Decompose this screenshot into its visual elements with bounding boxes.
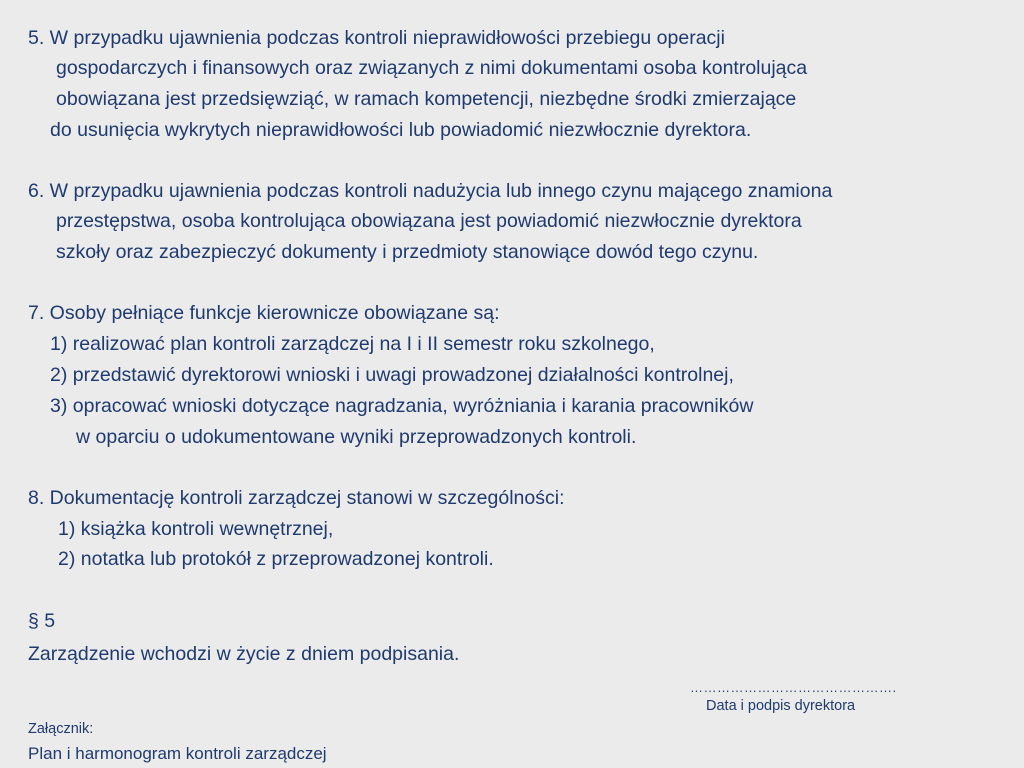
section-8-heading: 8. Dokumentację kontroli zarządczej stanowi w szczególności: xyxy=(28,487,565,509)
section-7-heading: 7. Osoby pełniące funkcje kierownicze obowiązane są: xyxy=(28,302,500,324)
section-8-item-2: 2) notatka lub protokół z przeprowadzonej kontroli. xyxy=(58,548,494,570)
signature-label: Data i podpis dyrektora xyxy=(706,698,856,714)
section-6-line-2: przestępstwa, osoba kontrolująca obowiązana jest powiadomić niezwłocznie dyrektora xyxy=(56,210,802,232)
section-5-line-1: 5. W przypadku ujawnienia podczas kontroli nieprawidłowości przebiegu operacji xyxy=(28,27,725,49)
section-8-item-1: 1) książka kontroli wewnętrznej, xyxy=(58,518,334,540)
attachment-title: Plan i harmonogram kontroli zarządczej xyxy=(28,744,327,763)
attachment-label: Załącznik: xyxy=(28,721,94,737)
section-7-item-3: 3) opracować wnioski dotyczące nagradzania, wyróżniania i karania pracowników xyxy=(50,395,754,417)
section-5-line-3: obowiązana jest przedsięwziąć, w ramach kompetencji, niezbędne środki zmierzające xyxy=(56,88,797,110)
signature-line: ………………………………………. xyxy=(690,680,897,695)
effective-date-statement: Zarządzenie wchodzi w życie z dniem podpisania. xyxy=(28,643,460,665)
section-6-line-3: szkoły oraz zabezpieczyć dokumenty i przedmioty stanowiące dowód tego czynu. xyxy=(56,241,759,263)
section-6-line-1: 6. W przypadku ujawnienia podczas kontroli nadużycia lub innego czynu mającego znamiona xyxy=(28,180,833,202)
section-7-item-1: 1) realizować plan kontroli zarządczej na I i II semestr roku szkolnego, xyxy=(50,333,655,355)
section-5-line-2: gospodarczych i finansowych oraz związanych z nimi dokumentami osoba kontrolująca xyxy=(56,57,808,79)
section-7-item-2: 2) przedstawić dyrektorowi wnioski i uwagi prowadzonej działalności kontrolnej, xyxy=(50,364,734,386)
paragraph-symbol: § 5 xyxy=(28,610,56,632)
section-5-line-4: do usunięcia wykrytych nieprawidłowości lub powiadomić niezwłocznie dyrektora. xyxy=(50,119,752,141)
section-7-item-3-continued: w oparciu o udokumentowane wyniki przeprowadzonych kontroli. xyxy=(76,426,637,448)
